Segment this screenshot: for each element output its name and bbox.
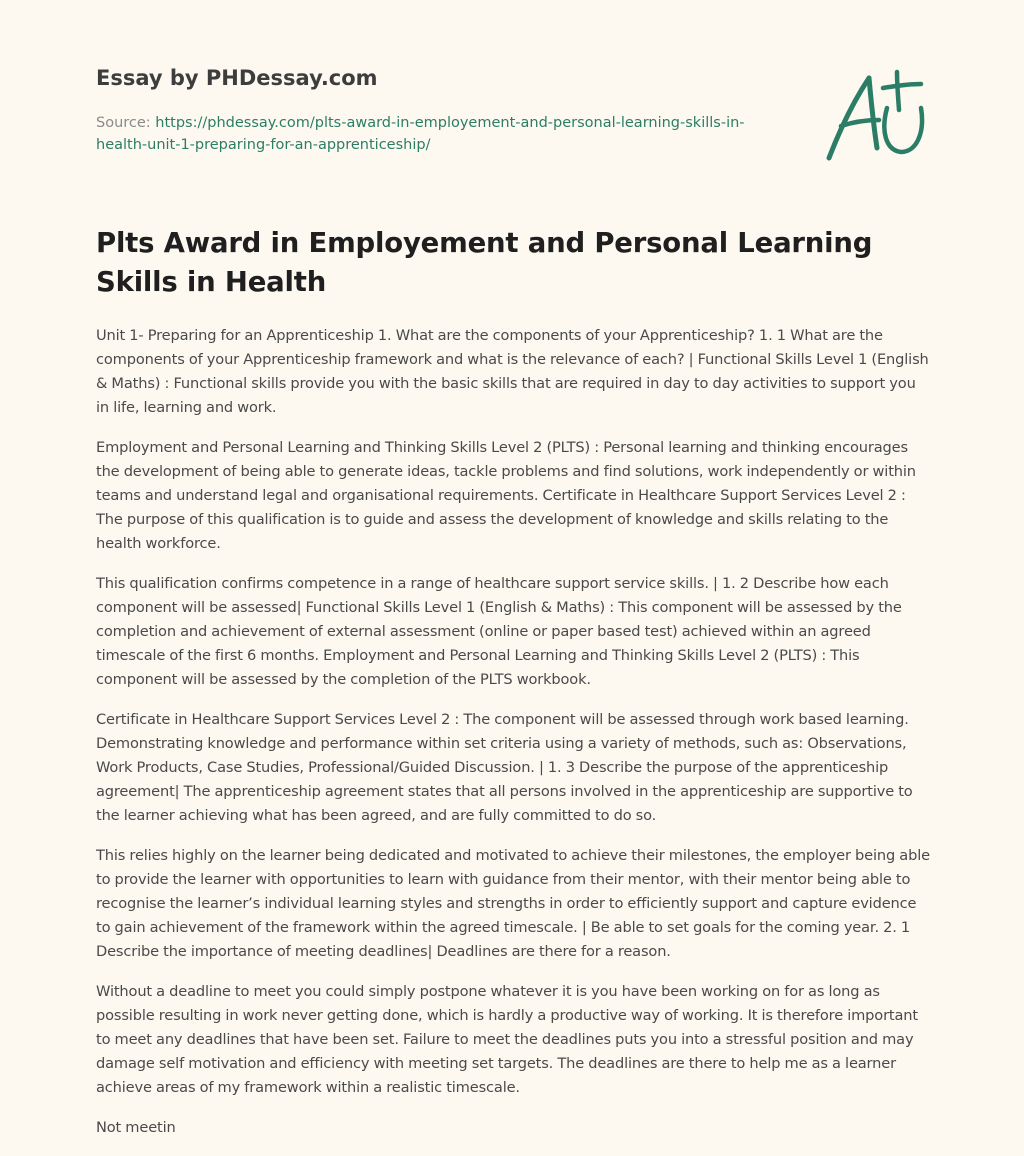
- essay-paragraph: Without a deadline to meet you could simply postpone whatever it is you have been working on for as long as possible resulting in work never getting done, which is hardly a productive way of working. It is therefore important to meet any deadlines that have been set. Failure to meet the deadlines puts you into a stressful position and may damage self motivation and efficiency with meeting set targets. The deadlines are there to help me as a learner achieve areas of my framework within a realistic timescale.: [96, 983, 918, 1096]
- essay-paragraph: This qualification confirms competence in a range of healthcare support service skills. | 1. 2 Describe how each component will be assessed| Functional Skills Level 1 (English & Maths) : This component will be assessed by the completion and achievement of external assessment (online or paper based test) achieved within an agreed timescale of the first 6 months. Employment and Personal Learning and Thinking Skills Level 2 (PLTS) : This component will be assessed by the completion of the PLTS workbook.: [96, 575, 902, 688]
- source-label: Source:: [96, 115, 151, 131]
- essay-paragraph: Certificate in Healthcare Support Services Level 2 : The component will be assessed through work based learning. Demonstrating knowledge and performance within set criteria using a variety of methods, such as: Observations, Work Products, Case Studies, Professional/Guided Discussion. | 1. 3 Describe the purpose of the apprenticeship agreement| The apprenticeship agreement states that all persons involved in the apprenticeship are supportive to the learner achieving what has been agreed, and are fully committed to do so.: [96, 711, 913, 824]
- essay-title: Plts Award in Employement and Personal Learning Skills in Health: [96, 227, 873, 298]
- essay-body: [96, 324, 932, 1156]
- essay-paragraph: Employment and Personal Learning and Thinking Skills Level 2 (PLTS) : Personal learning and thinking encourages the development of being able to generate ideas, tackle problems and find solutions, work independently or within teams and understand legal and organisational requirements. Certificate in Healthcare Support Services Level 2 : The purpose of this qualification is to guide and assess the development of knowledge and skills relating to the health workforce.: [96, 439, 916, 552]
- essay-paragraph: Unit 1- Preparing for an Apprenticeship 1. What are the components of your Apprenticeship? 1. 1 What are the components of your Apprenticeship framework and what is the relevance of each? | Functional Skills Level 1 (English & Maths) : Functional skills provide you with the basic skills that are required in day to day activities to support you in life, learning and work.: [96, 327, 929, 416]
- essay-paragraph-truncated: Not meetin: [96, 1119, 176, 1136]
- source-line: [96, 112, 776, 156]
- essay-paragraph: This relies highly on the learner being dedicated and motivated to achieve their milestones, the employer being able to provide the learner with opportunities to learn with guidance from their mentor, with their mentor being able to recognise the learner’s individual learning styles and strengths in order to efficiently support and capture evidence to gain achievement of the framework within the agreed timescale. | Be able to set goals for the coming year. 2. 1 Describe the importance of meeting deadlines| Deadlines are there for a reason.: [96, 847, 930, 960]
- site-brand: Essay by PHDessay.com: [96, 66, 378, 90]
- source-link[interactable]: https://phdessay.com/plts-award-in-employement-and-personal-learning-skills-in-health-unit-1-preparing-for-an-apprenticeship/: [96, 115, 745, 153]
- a-plus-logo-icon: [821, 66, 931, 166]
